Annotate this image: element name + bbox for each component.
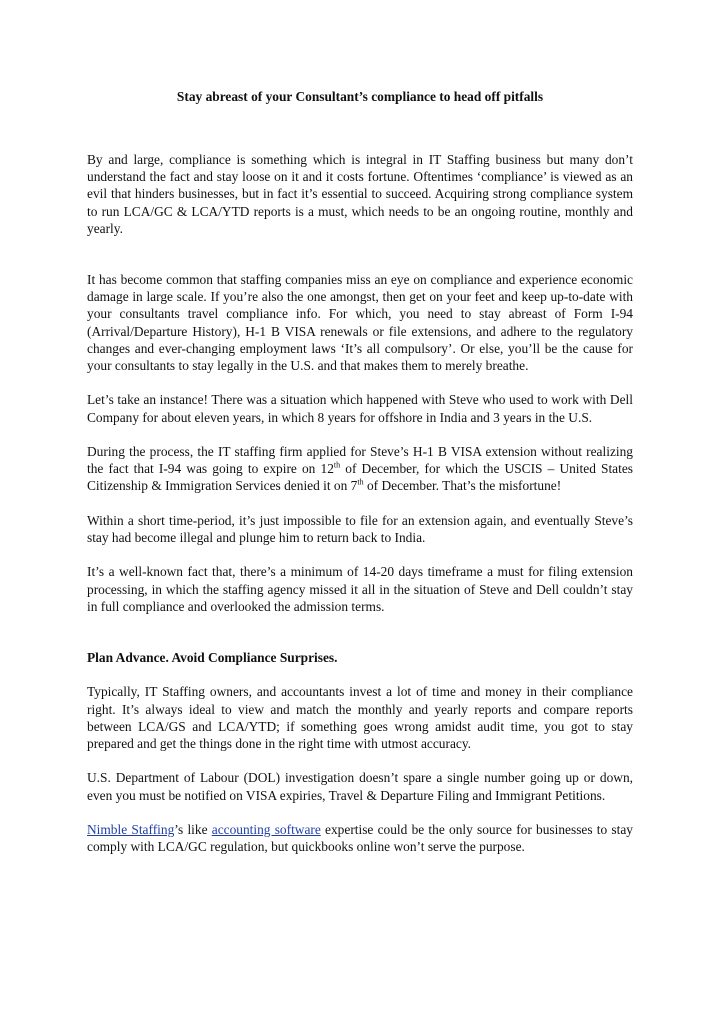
document-body bbox=[87, 151, 633, 873]
paragraph-process bbox=[87, 443, 633, 495]
ordinal-suffix: th bbox=[333, 460, 341, 470]
paragraph-nimble-text-a: ’s like bbox=[174, 822, 212, 837]
accounting-software-link[interactable]: accounting software bbox=[211, 822, 321, 837]
paragraph-process-text-b: of December, for which the USCIS – United States Citizenship & Immigration Services denied it on 7 bbox=[87, 461, 633, 494]
nimble-staffing-link[interactable]: Nimble Staffing bbox=[87, 822, 175, 837]
paragraph-nimble-text-b: expertise could be the only source for businesses to stay comply with LCA/GC regulation, but quickbooks online won’t serve the purpose. bbox=[87, 822, 633, 855]
paragraph-typically: Typically, IT Staffing owners, and accountants invest a lot of time and money in their compliance right. It’s always ideal to view and match the monthly and yearly reports and compare reports between LCA/GS and LCA/YTD; if something goes wrong amidst audit time, you got to stay prepared and get the things done in the right time with utmost accuracy. bbox=[87, 684, 633, 752]
paragraph-nimble bbox=[87, 821, 633, 855]
paragraph-dol: U.S. Department of Labour (DOL) investigation doesn’t spare a single number going up or down, even you must be notified on VISA expiries, Travel & Departure Filing and Immigrant Petitions. bbox=[87, 770, 633, 803]
paragraph-instance: Let’s take an instance! There was a situation which happened with Steve who used to work with Dell Company for about eleven years, in which 8 years for offshore in India and 3 years in the U.S. bbox=[87, 392, 633, 425]
paragraph-well-known: It’s a well-known fact that, there’s a minimum of 14-20 days timeframe a must for filing extension processing, in which the staffing agency missed it all in the situation of Steve and Dell couldn’t stay in full compliance and overlooked the admission terms. bbox=[87, 564, 633, 614]
section-heading: Plan Advance. Avoid Compliance Surprises. bbox=[87, 650, 338, 666]
paragraph-short-time: Within a short time-period, it’s just impossible to file for an extension again, and eventually Steve’s stay had become illegal and plunge him to return back to India. bbox=[87, 512, 633, 546]
paragraph-common-damage: It has become common that staffing companies miss an eye on compliance and experience economic damage in large scale. If you’re also the one amongst, then get on your feet and keep up-to-date with your consultants travel compliance info. For which, you need to stay abreast of Form I-94 (Arrival/Departure History), H-1 B VISA renewals or file extensions, and adhere to the regulatory changes and ever-changing employment laws ‘It’s all compulsory’. Or else, you’ll be the cause for your consultants to stay legally in the U.S. and that makes them to merely breathe. bbox=[87, 272, 633, 374]
paragraph-process-text-a: During the process, the IT staffing firm applied for Steve’s H-1 B VISA extension without realizing the fact that I-94 was going to expire on 12 bbox=[87, 444, 633, 477]
paragraph-process-text-c: of December. That’s the misfortune! bbox=[363, 478, 562, 494]
document-title: Stay abreast of your Consultant’s compliance to head off pitfalls bbox=[176, 89, 544, 104]
ordinal-suffix: th bbox=[357, 477, 364, 487]
paragraph-intro: By and large, compliance is something which is integral in IT Staffing business but many don’t understand the fact and stay loose on it and it costs fortune. Oftentimes ‘compliance’ is viewed as an evil that hinders businesses, but in fact it’s essential to succeed. Acquiring strong compliance system to run LCA/GC & LCA/YTD reports is a must, which needs to be an ongoing routine, monthly and yearly. bbox=[87, 152, 633, 236]
